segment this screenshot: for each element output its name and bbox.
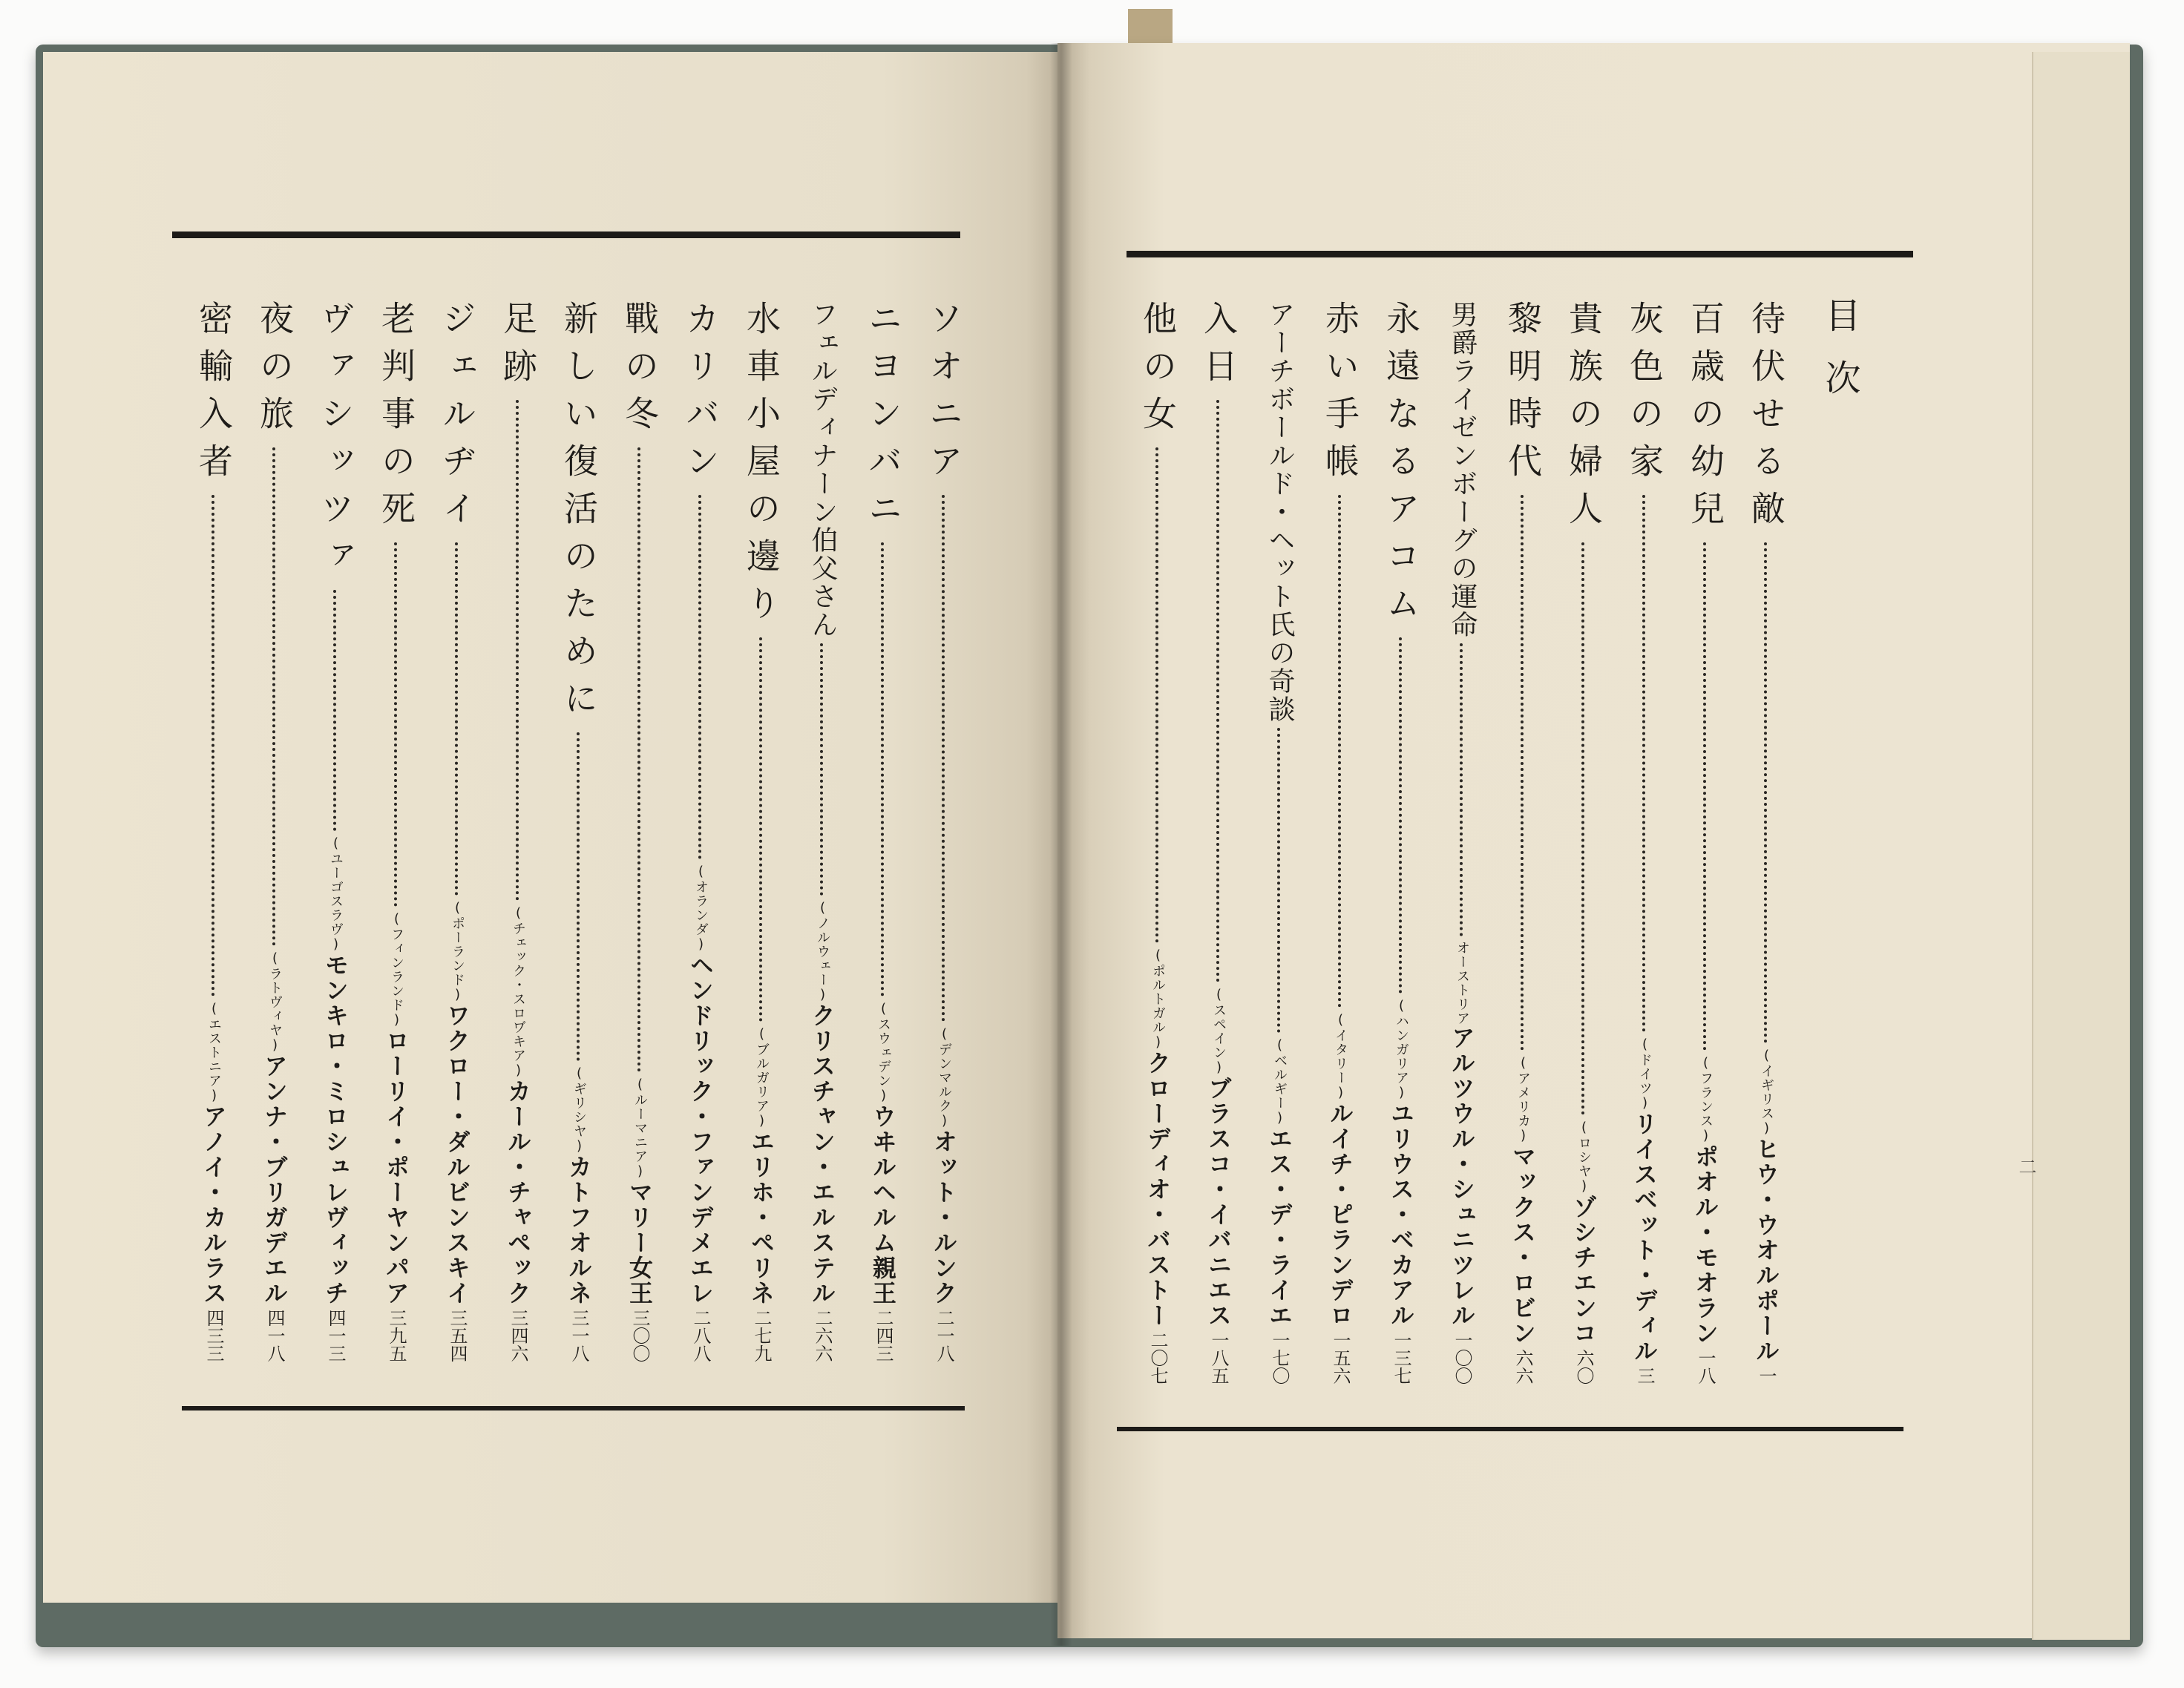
entry-page-number: 二一八 xyxy=(934,1309,954,1362)
dot-leader xyxy=(942,495,946,1022)
page-folio: 二 xyxy=(2016,1157,2036,1175)
dot-leader xyxy=(1399,637,1403,994)
entry-country: (ギリシヤ) xyxy=(571,1065,587,1155)
toc-entry xyxy=(800,301,845,1362)
dot-leader xyxy=(1521,495,1525,1051)
dot-leader xyxy=(881,542,885,996)
entry-title: 水車小屋の邊り xyxy=(741,301,781,633)
entry-title: カリバン xyxy=(681,301,721,490)
entry-title: 男爵ライゼンボーグの運命 xyxy=(1447,301,1478,639)
entry-author: ヘンドリック・ファンデメエレ xyxy=(686,953,715,1306)
dot-leader xyxy=(333,590,338,831)
toc-entry xyxy=(1561,301,1606,1385)
entry-author: ユリウス・ベカアル xyxy=(1387,1101,1415,1328)
toc-heading: 目次 xyxy=(1819,297,1860,421)
entry-country: (ノルウェー) xyxy=(815,900,830,1003)
entry-author: エス・デ・ライエ xyxy=(1265,1126,1293,1328)
toc-entry xyxy=(1622,301,1667,1385)
entry-page-number: 二七九 xyxy=(751,1309,772,1362)
dot-leader xyxy=(698,495,703,859)
dot-leader xyxy=(1764,542,1768,1043)
entry-title: 夜の旅 xyxy=(255,301,295,443)
entry-title: 百歳の幼兒 xyxy=(1685,301,1725,538)
dot-leader xyxy=(394,542,399,907)
entry-country: (ユーゴスラヴ) xyxy=(328,835,344,953)
entry-title: ソオニア xyxy=(924,301,964,490)
entry-author: ゾシチエンコ xyxy=(1570,1195,1598,1346)
dot-leader xyxy=(637,447,642,1072)
entry-title: 赤い手帳 xyxy=(1320,301,1360,490)
dot-leader xyxy=(820,643,824,896)
entry-title: 他の女 xyxy=(1138,301,1178,443)
entry-page-number: 一〇〇 xyxy=(1452,1331,1472,1385)
entry-country: (ハンガリア) xyxy=(1394,998,1409,1101)
spine-tape xyxy=(1128,9,1173,47)
dot-leader xyxy=(516,400,520,901)
entry-title: 足跡 xyxy=(498,301,538,395)
entry-author: エリホ・ペリネ xyxy=(747,1129,775,1306)
entry-page-number: 二四三 xyxy=(873,1309,893,1362)
dot-leader xyxy=(455,542,459,896)
entry-title: ジェルヂイ xyxy=(437,301,477,538)
entry-country: (アメリカ) xyxy=(1515,1055,1531,1144)
entry-author: ウヰルヘルム親王 xyxy=(869,1104,897,1306)
entry-author: マックス・ロビン xyxy=(1509,1144,1537,1346)
entry-author: モンキロ・ミロシュレヴィッチ xyxy=(321,953,350,1306)
entry-author: ローリイ・ポーヤンパア xyxy=(382,1028,410,1306)
entry-page-number: 二〇七 xyxy=(1147,1331,1168,1385)
entry-country: (デンマルク) xyxy=(937,1026,952,1129)
entry-country: (ロシヤ) xyxy=(1576,1120,1592,1195)
toc-entry xyxy=(861,301,905,1362)
entry-page-number: 三 xyxy=(1634,1367,1655,1385)
toc-entry xyxy=(435,301,479,1362)
entry-author: ポオル・モオラン xyxy=(1691,1144,1719,1346)
toc-entry xyxy=(1257,301,1302,1385)
left-top-rule xyxy=(172,231,960,238)
entry-page-number: 四一八 xyxy=(264,1309,285,1362)
dot-leader xyxy=(577,732,581,1061)
entry-title: 密輸入者 xyxy=(194,301,234,490)
toc-entry xyxy=(1501,301,1545,1385)
entry-country: (エストニア) xyxy=(206,1001,222,1104)
entry-title: ニヨンバニ xyxy=(863,301,903,538)
entry-country: (イタリー) xyxy=(1333,1012,1348,1101)
entry-country: (フランス) xyxy=(1698,1055,1714,1144)
dot-leader xyxy=(759,637,764,1022)
toc-entry xyxy=(313,301,358,1362)
right-top-rule xyxy=(1127,251,1913,257)
toc-entry xyxy=(739,301,784,1362)
entry-author: クローディオ・バストー xyxy=(1144,1051,1172,1328)
entry-page-number: 四三三 xyxy=(203,1309,224,1362)
toc-entry xyxy=(678,301,723,1362)
entry-country: (ラトヴィヤ) xyxy=(267,950,283,1054)
entry-author: ワクロー・ダルビンスキイ xyxy=(443,1003,471,1306)
entry-author: マリー女王 xyxy=(626,1180,654,1306)
entry-title: 永遠なるアコム xyxy=(1381,301,1421,633)
toc-entry xyxy=(1440,301,1484,1385)
entry-page-number: 一五六 xyxy=(1330,1331,1351,1385)
dot-leader xyxy=(1155,447,1160,943)
dot-leader xyxy=(1338,495,1342,1008)
entry-country: (スペイン) xyxy=(1211,987,1227,1076)
entry-page-number: 一八五 xyxy=(1208,1331,1229,1385)
entry-country: (チェック・スロヷキア) xyxy=(511,905,526,1079)
entry-page-number: 三四六 xyxy=(508,1309,528,1362)
entry-page-number: 二八八 xyxy=(690,1309,711,1362)
entry-title: 待伏せる敵 xyxy=(1746,301,1786,538)
toc-entry xyxy=(496,301,540,1362)
entry-title: 灰色の家 xyxy=(1624,301,1665,490)
page-flap xyxy=(2032,52,2130,1640)
entry-title: 新しい復活のために xyxy=(559,301,599,728)
toc-entry xyxy=(191,301,236,1362)
toc-entry xyxy=(1135,301,1180,1385)
entry-author: ブラスコ・イバニエス xyxy=(1204,1076,1233,1328)
entry-country: (ルーマニア) xyxy=(632,1077,648,1180)
dot-leader xyxy=(1642,495,1647,1032)
dot-leader xyxy=(1277,728,1282,1033)
dot-leader xyxy=(1581,542,1586,1115)
toc-entry xyxy=(617,301,662,1362)
entry-country: (スウェデン) xyxy=(876,1001,891,1104)
entry-title: 貴族の婦人 xyxy=(1564,301,1604,538)
entry-country: (オランダ) xyxy=(693,864,709,953)
entry-author: ルイチ・ピランデロ xyxy=(1326,1101,1354,1328)
toc-entry xyxy=(1379,301,1423,1385)
dot-leader xyxy=(1703,542,1708,1051)
toc-entry xyxy=(1744,301,1788,1385)
entry-page-number: 一七〇 xyxy=(1269,1331,1290,1385)
entry-title: 入日 xyxy=(1198,301,1239,395)
entry-country: (イギリス) xyxy=(1759,1048,1774,1137)
toc-entry xyxy=(374,301,419,1362)
toc-entry xyxy=(1196,301,1241,1385)
entry-author: クリスチャン・エルステル xyxy=(808,1003,836,1306)
entry-page-number: 一三七 xyxy=(1391,1331,1411,1385)
entry-country: (ポルトガル) xyxy=(1150,948,1166,1051)
left-bottom-rule xyxy=(182,1406,965,1411)
entry-page-number: 三〇〇 xyxy=(629,1309,650,1362)
entry-page-number: 三五四 xyxy=(447,1309,468,1362)
entry-author: オット・ルンク xyxy=(930,1129,958,1306)
dot-leader xyxy=(272,447,277,946)
entry-country: (ドイツ) xyxy=(1637,1037,1653,1111)
entry-page-number: 六六 xyxy=(1512,1349,1533,1385)
entry-title: フェルディナーン伯父さん xyxy=(807,301,838,639)
entry-author: リイスベット・ディル xyxy=(1630,1111,1659,1364)
entry-author: アルツウル・シュニツレル xyxy=(1448,1025,1476,1328)
entry-title: 黎明時代 xyxy=(1503,301,1543,490)
entry-author: カール・チャペック xyxy=(504,1079,532,1306)
book-gutter xyxy=(1050,43,1072,1646)
entry-title: 老判事の死 xyxy=(376,301,416,538)
right-bottom-rule xyxy=(1117,1427,1903,1431)
entry-page-number: 四一三 xyxy=(325,1309,346,1362)
entry-author: ヒウ・ウオルポール xyxy=(1752,1137,1780,1364)
toc-entry xyxy=(1318,301,1362,1385)
dot-leader xyxy=(1216,400,1221,982)
entry-country: (フィンランド) xyxy=(389,911,404,1028)
entry-country: オーストリア xyxy=(1455,941,1470,1025)
dot-leader xyxy=(211,495,216,996)
entry-title: 戰の冬 xyxy=(620,301,660,443)
entry-page-number: 三一八 xyxy=(568,1309,589,1362)
entry-author: カトフオルネ xyxy=(565,1155,593,1306)
toc-entry xyxy=(557,301,601,1362)
entry-page-number: 三九五 xyxy=(386,1309,407,1362)
entry-title: ヴァシッツァ xyxy=(315,301,355,585)
entry-page-number: 二六六 xyxy=(812,1309,833,1362)
entry-country: (ポーランド) xyxy=(450,900,465,1003)
entry-author: アノイ・カルラス xyxy=(200,1104,228,1306)
entry-page-number: 一八 xyxy=(1695,1349,1716,1385)
entry-country: (ベルギー) xyxy=(1272,1037,1288,1126)
entry-country: (ブルガリア) xyxy=(754,1026,770,1129)
dot-leader xyxy=(1460,643,1464,936)
toc-entry xyxy=(922,301,966,1362)
entry-page-number: 一 xyxy=(1756,1367,1777,1385)
entry-page-number: 六〇 xyxy=(1573,1349,1594,1385)
entry-title: アーチボールド・ヘット氏の奇談 xyxy=(1265,301,1295,723)
entry-author: アンナ・ブリガデエル xyxy=(260,1054,289,1306)
toc-entry xyxy=(252,301,297,1362)
toc-entry xyxy=(1683,301,1728,1385)
